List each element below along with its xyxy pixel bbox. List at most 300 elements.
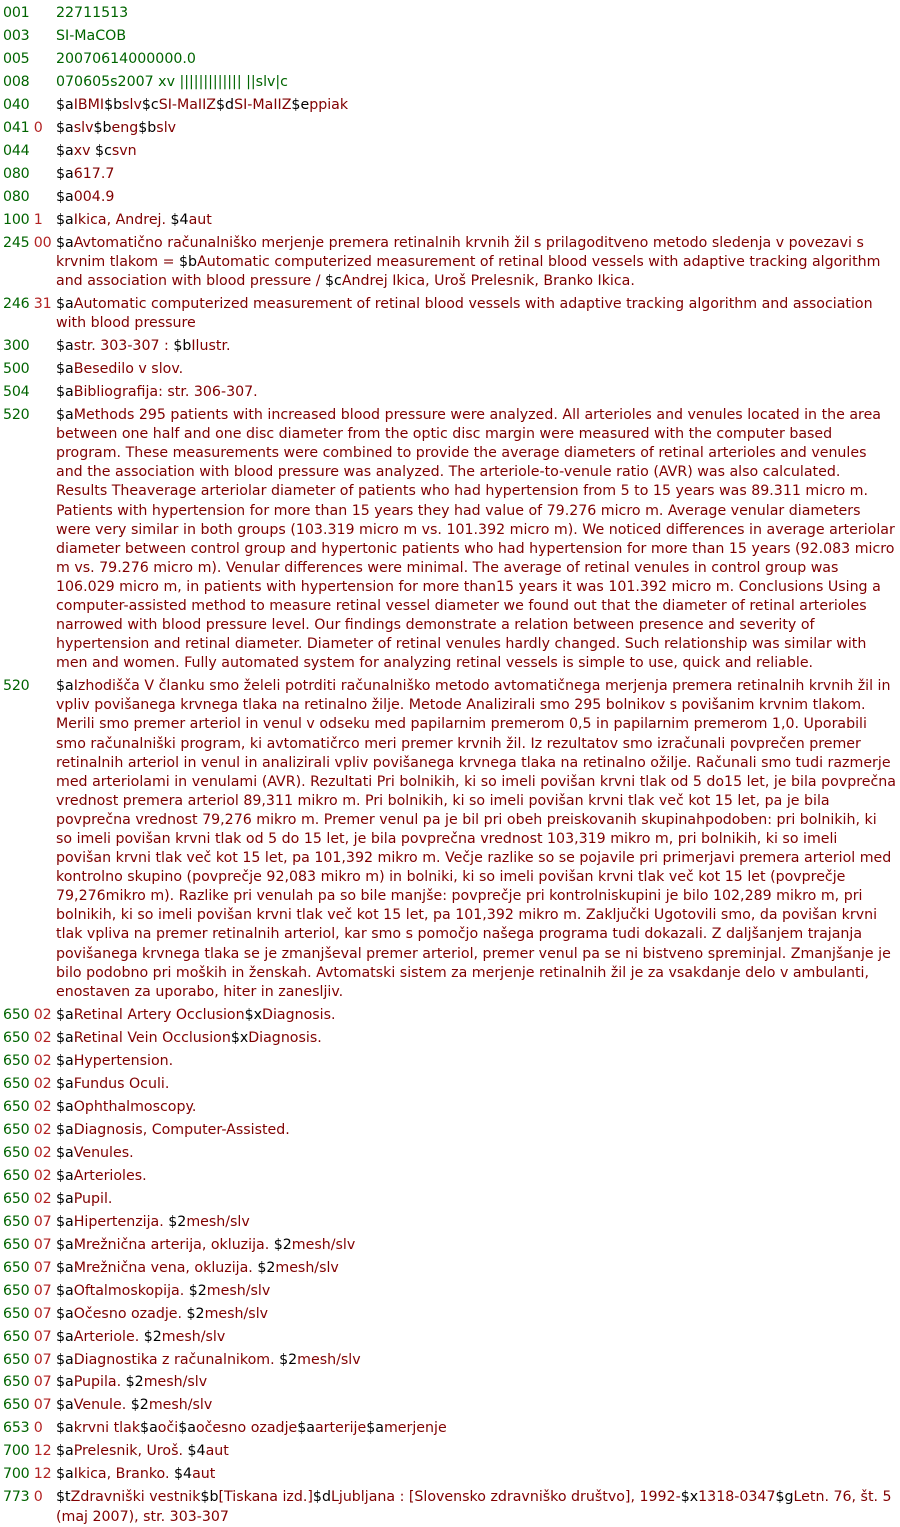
tag-number: 700 xyxy=(3,1466,30,1483)
subfield-text: ppiak xyxy=(309,96,349,113)
subfield-text: merjenje xyxy=(383,1420,447,1437)
subfield-text: Diagnosis, Computer-Assisted. xyxy=(73,1121,290,1138)
subfield-code: $a xyxy=(56,1420,74,1437)
subfield-code: $4 xyxy=(187,1443,206,1460)
subfield-text: aut xyxy=(205,1443,229,1460)
field-tag xyxy=(0,4,56,23)
field-tag xyxy=(0,337,56,356)
tag-number: 650 xyxy=(3,1374,30,1391)
indicators: 02 xyxy=(33,1190,52,1207)
tag-number: 300 xyxy=(3,338,30,355)
field-value xyxy=(56,1006,900,1025)
field-value xyxy=(56,1075,900,1094)
subfield-code: $c xyxy=(325,273,342,290)
subfield-code: $2 xyxy=(188,1282,207,1299)
field-value xyxy=(56,1373,900,1392)
subfield-code: $a xyxy=(56,1121,74,1138)
field-value xyxy=(56,337,900,356)
marc-field-650 xyxy=(0,1328,900,1347)
field-value xyxy=(56,1419,900,1438)
subfield-text: Methods 295 patients with increased blood pressure were analyzed. All arterioles and venules located in the area between one half and one disc diameter from the optic disc margin were measured with the computer based program. These measurements were combined to provide the average diameters of retinal arterioles and venules and the association with blood pressure was analyzed. The arteriole-to-venule ratio (AVR) was also calculated. Results Theaverage arteriolar diameter of patients who had hypertension from 5 to 15 years was 89.311 micro m. Patients with hypertension for more than 15 years they had value of 79.276 micro m. Average venular diameters were very similar in both groups (103.319 micro m vs. 101.392 micro m). We noticed differences in average arteriolar diameter between control group and hypertonic patients who had hypertension for more than 15 years (92.083 micro m vs. 79.276 micro m). Venular differences were minimal. The average of retinal venules in control group was 106.029 micro m, in patients with hypertension for more than15 years it was 101.392 micro m. Conclusions Using a computer-assisted method to measure retinal vessel diameter we found out that the diameter of retinal arterioles narrowed with blood pressure level. Our findings demonstrate a relation between presence and severity of hypertension and retinal diameter. Diameter of retinal venules hardly changed. Such relationship was similar with men and women. Fully automated system for analyzing retinal vessels is simple to use, quick and reliable. xyxy=(56,407,895,672)
subfield-code: $a xyxy=(56,1466,74,1483)
subfield-text: mesh/slv xyxy=(148,1397,213,1414)
marc-field-100 xyxy=(0,211,900,230)
marc-field-650 xyxy=(0,1167,900,1186)
indicators: 02 xyxy=(33,1167,52,1184)
field-tag xyxy=(0,1373,56,1392)
field-value xyxy=(56,1259,900,1278)
subfield-code: $a xyxy=(56,407,74,424)
tag-number: 040 xyxy=(3,96,30,113)
subfield-text: Ikica, Branko. xyxy=(73,1466,175,1483)
subfield-text: Zdravniški vestnik xyxy=(70,1489,201,1506)
field-value xyxy=(56,1052,900,1071)
marc-field-650 xyxy=(0,1236,900,1255)
subfield-text: Očesno ozadje. xyxy=(73,1305,187,1322)
subfield-code: $2 xyxy=(186,1305,205,1322)
subfield-text: Arteriole. xyxy=(73,1328,144,1345)
field-value xyxy=(56,295,900,333)
field-value xyxy=(56,383,900,402)
subfield-text: Diagnostika z računalnikom. xyxy=(73,1351,280,1368)
field-tag xyxy=(0,1098,56,1117)
subfield-text: Bibliografija: str. 306-307. xyxy=(73,384,258,401)
subfield-code: $x xyxy=(230,1029,249,1046)
subfield-text: [Tiskana izd.] xyxy=(218,1489,313,1506)
indicators: 07 xyxy=(33,1351,52,1368)
field-tag xyxy=(0,1465,56,1484)
subfield-text: Besedilo v slov. xyxy=(73,361,184,378)
subfield-text: Ophthalmoscopy. xyxy=(73,1098,197,1115)
tag-number: 650 xyxy=(3,1075,30,1092)
indicators: 31 xyxy=(33,296,52,313)
subfield-text: slv xyxy=(73,119,94,136)
field-tag xyxy=(0,406,56,673)
subfield-code: $a xyxy=(56,678,74,695)
tag-number: 650 xyxy=(3,1098,30,1115)
subfield-code: $a xyxy=(56,1006,74,1023)
subfield-text: aut xyxy=(192,1466,216,1483)
tag-number: 650 xyxy=(3,1236,30,1253)
subfield-code: $a xyxy=(56,296,74,313)
indicators: 07 xyxy=(33,1213,52,1230)
indicators: 07 xyxy=(33,1328,52,1345)
subfield-text: Diagnosis. xyxy=(248,1029,322,1046)
field-tag xyxy=(0,1396,56,1415)
subfield-text: krvni tlak xyxy=(73,1420,141,1437)
subfield-code: $d xyxy=(216,96,235,113)
field-tag xyxy=(0,1144,56,1163)
subfield-code: $2 xyxy=(257,1259,276,1276)
marc-field-040 xyxy=(0,96,900,115)
subfield-text: svn xyxy=(111,142,137,159)
field-tag xyxy=(0,1488,56,1526)
subfield-code: $t xyxy=(56,1489,71,1506)
tag-number: 650 xyxy=(3,1305,30,1322)
tag-number: 650 xyxy=(3,1052,30,1069)
subfield-text: Hipertenzija. xyxy=(73,1213,169,1230)
subfield-text: Avtomatično računalniško merjenje premera retinalnih krvnih žil s prilagoditveno metodo sledenja v povezavi s krvnim tlakom = xyxy=(56,234,864,270)
field-value xyxy=(56,1282,900,1301)
subfield-text: Ljubljana : [Slovensko zdravniško društvo], 1992- xyxy=(330,1489,681,1506)
field-value: 20070614000000.0 xyxy=(56,50,196,67)
subfield-code: $a xyxy=(56,1236,74,1253)
subfield-code: $a xyxy=(297,1420,315,1437)
subfield-text: Ikica, Andrej. xyxy=(73,211,171,228)
subfield-code: $a xyxy=(56,1213,74,1230)
indicators: 0 xyxy=(33,119,43,136)
subfield-code: $4 xyxy=(174,1466,193,1483)
field-value xyxy=(56,1465,900,1484)
indicators: 0 xyxy=(33,1489,43,1506)
field-value xyxy=(56,142,900,161)
subfield-code: $a xyxy=(56,211,74,228)
tag-number: 003 xyxy=(3,27,30,44)
marc-field-650 xyxy=(0,1075,900,1094)
marc-field-650 xyxy=(0,1213,900,1232)
field-tag xyxy=(0,27,56,46)
subfield-code: $a xyxy=(178,1420,196,1437)
tag-number: 246 xyxy=(3,296,30,313)
tag-number: 650 xyxy=(3,1144,30,1161)
tag-number: 500 xyxy=(3,361,30,378)
subfield-text: 004.9 xyxy=(73,188,115,205)
subfield-code: $g xyxy=(775,1489,794,1506)
marc-field-650 xyxy=(0,1006,900,1025)
field-tag xyxy=(0,211,56,230)
marc-field-500 xyxy=(0,360,900,379)
tag-number: 005 xyxy=(3,50,30,67)
marc-field-504 xyxy=(0,383,900,402)
subfield-text: mesh/slv xyxy=(204,1305,269,1322)
subfield-code: $b xyxy=(200,1489,219,1506)
field-value xyxy=(56,1305,900,1324)
indicators: 07 xyxy=(33,1282,52,1299)
subfield-code: $2 xyxy=(279,1351,298,1368)
subfield-text: Mrežnična arterija, okluzija. xyxy=(73,1236,274,1253)
field-value xyxy=(56,1236,900,1255)
marc-field-041 xyxy=(0,119,900,138)
tag-number: 080 xyxy=(3,165,30,182)
indicators: 07 xyxy=(33,1259,52,1276)
marc-field-650 xyxy=(0,1121,900,1140)
subfield-code: $2 xyxy=(168,1213,187,1230)
tag-number: 041 xyxy=(3,119,30,136)
subfield-code: $d xyxy=(312,1489,331,1506)
field-tag xyxy=(0,73,56,92)
marc-field-080 xyxy=(0,188,900,207)
subfield-text: Oftalmoskopija. xyxy=(73,1282,189,1299)
field-value xyxy=(56,1442,900,1461)
indicators: 12 xyxy=(33,1443,52,1460)
field-value: 070605s2007 xv ||||||||||||| ||slv|c xyxy=(56,73,288,90)
marc-field-650 xyxy=(0,1029,900,1048)
tag-number: 008 xyxy=(3,73,30,90)
field-value xyxy=(56,1328,900,1347)
field-value xyxy=(56,1488,900,1526)
subfield-text: Hypertension. xyxy=(73,1052,174,1069)
subfield-text: Ilustr. xyxy=(191,338,231,355)
subfield-code: $c xyxy=(141,96,159,113)
tag-number: 650 xyxy=(3,1282,30,1299)
subfield-text: SI-MaIIZ xyxy=(234,96,292,113)
subfield-code: $a xyxy=(56,119,74,136)
subfield-code: $b xyxy=(138,119,157,136)
field-value xyxy=(56,188,900,207)
subfield-text: Venules. xyxy=(73,1144,134,1161)
subfield-text: mesh/slv xyxy=(186,1213,250,1230)
subfield-code: $a xyxy=(56,1305,74,1322)
subfield-code: $2 xyxy=(143,1328,162,1345)
field-tag xyxy=(0,142,56,161)
subfield-text: Letn. 76, št. 5 (maj 2007), str. 303-307 xyxy=(56,1489,892,1525)
tag-number: 520 xyxy=(3,678,30,695)
subfield-text: oči xyxy=(157,1420,179,1437)
field-tag xyxy=(0,1190,56,1209)
subfield-code: $2 xyxy=(273,1236,292,1253)
marc-field-653 xyxy=(0,1419,900,1438)
tag-number: 653 xyxy=(3,1420,30,1437)
field-value xyxy=(56,1351,900,1370)
marc-field-001 xyxy=(0,4,900,23)
tag-number: 700 xyxy=(3,1443,30,1460)
marc-field-650 xyxy=(0,1098,900,1117)
field-tag xyxy=(0,1213,56,1232)
subfield-text: Retinal Vein Occlusion xyxy=(73,1029,231,1046)
marc-field-650 xyxy=(0,1190,900,1209)
subfield-text: xv xyxy=(73,142,96,159)
tag-number: 650 xyxy=(3,1259,30,1276)
marc-field-700 xyxy=(0,1465,900,1484)
indicators: 02 xyxy=(33,1029,52,1046)
marc-field-520 xyxy=(0,677,900,1002)
field-value xyxy=(56,406,900,673)
marc-field-044 xyxy=(0,142,900,161)
field-value xyxy=(56,677,900,1002)
marc-field-650 xyxy=(0,1144,900,1163)
field-tag xyxy=(0,1052,56,1071)
indicators: 1 xyxy=(33,211,43,228)
subfield-code: $a xyxy=(56,1443,74,1460)
indicators: 12 xyxy=(33,1466,52,1483)
subfield-text: 1318-0347 xyxy=(698,1489,776,1506)
subfield-text: Arterioles. xyxy=(73,1167,147,1184)
marc-field-520 xyxy=(0,406,900,673)
field-value xyxy=(56,165,900,184)
field-tag xyxy=(0,677,56,1002)
subfield-text: mesh/slv xyxy=(297,1351,361,1368)
tag-number: 773 xyxy=(3,1489,30,1506)
field-value xyxy=(56,1029,900,1048)
marc-field-650 xyxy=(0,1373,900,1392)
field-tag xyxy=(0,360,56,379)
subfield-code: $a xyxy=(56,1328,74,1345)
field-tag xyxy=(0,1442,56,1461)
indicators: 02 xyxy=(33,1006,52,1023)
subfield-text: Prelesnik, Uroš. xyxy=(73,1443,188,1460)
subfield-code: $a xyxy=(56,1167,74,1184)
tag-number: 504 xyxy=(3,384,30,401)
indicators: 02 xyxy=(33,1098,52,1115)
indicators: 00 xyxy=(33,234,52,251)
subfield-text: Automatic computerized measurement of retinal blood vessels with adaptive tracking algorithm and association with blood pressure xyxy=(56,296,873,332)
field-tag xyxy=(0,1282,56,1301)
subfield-text: eng xyxy=(111,119,139,136)
field-value xyxy=(56,211,900,230)
field-tag xyxy=(0,1006,56,1025)
field-value xyxy=(56,96,900,115)
tag-number: 520 xyxy=(3,407,30,424)
marc-field-650 xyxy=(0,1305,900,1324)
subfield-code: $a xyxy=(56,1098,74,1115)
tag-number: 650 xyxy=(3,1397,30,1414)
marc-field-080 xyxy=(0,165,900,184)
field-tag xyxy=(0,119,56,138)
subfield-code: $4 xyxy=(170,211,189,228)
indicators: 07 xyxy=(33,1305,52,1322)
marc-field-650 xyxy=(0,1396,900,1415)
marc-field-650 xyxy=(0,1052,900,1071)
marc-field-650 xyxy=(0,1259,900,1278)
indicators: 02 xyxy=(33,1075,52,1092)
field-value: 22711513 xyxy=(56,5,129,21)
subfield-code: $a xyxy=(56,361,74,378)
subfield-text: str. 303-307 : xyxy=(73,338,174,355)
subfield-text: Mrežnična vena, okluzija. xyxy=(73,1259,258,1276)
indicators: 02 xyxy=(33,1052,52,1069)
marc-field-773 xyxy=(0,1488,900,1526)
subfield-text: Izhodišča V članku smo želeli potrditi računalniško metodo avtomatičnega merjenja premera retinalnih krvnih žil in vpliv povišanega krvnega tlaka na retinalno žilje. Metode Analizirali smo 295 bolnikov s povišanim krvnim tlakom. Merili smo premer arteriol in venul v odseku med papilarnim premerom 0,5 in papilarnim premerom 1,0. Uporabili smo računalniški program, ki avtomatičrco meri premer krvnih žil. Iz rezultatov smo izračunali povprečen premer retinalnih arteriol in venul in analizirali vpliv povišanega krvnega tlaka na retinalno ožilje. Računali smo tudi razmerje med arteriolami in venulami (AVR). Rezultati Pri bolnikih, ki so imeli povišan krvni tlak od 5 do15 let, je bila povprečna vrednost premera arteriol 89,311 mikro m. Pri bolnikih, ki so imeli povišan krvni tlak več kot 15 let, pa je bila povprečna vrednost 79,276 mikro m. Premer venul pa je bil pri obeh preiskovanih skupinahpodoben: pri bolnikih, ki so imeli povišan krvni tlak od 5 do 15 let, je bila povprečna vrednost 103,319 mikro m, pri bolnikih, ki so imeli povišan krvni tlak več kot 15 let, pa 101,392 mikro m. Večje razlike so se pojavile pri primerjavi premera arteriol med kontrolno skupino (povprečje 92,083 mikro m) in bolniki, ki so imeli povišan krvni tlak več kot 15 let (povprečje 79,276mikro m). Razlike pri venulah pa so bile manjše: povprečje pri kontrolniskupini je bilo 102,289 mikro m, pri bolnikih, ki so imeli povišan krvni tlak več kot 15 let, pa 101,392 mikro m. Zaključki Ugotovili smo, da povišan krvni tlak vpliva na premer retinalnih arteriol, kar smo s pomočjo našega programa tudi dokazali. Z daljšanjem trajanja povišanega krvnega tlaka se je zmanjševal premer arteriol, premer venul pa se ni bistveno spreminjal. Zmanjšanje je bilo podobno pri moških in ženskah. Avtomatski sistem za merjenje retinalnih žil je za vsakdanje delo v ambulanti, enostaven za uporabo, hiter in zanesljiv. xyxy=(56,678,896,1000)
subfield-code: $a xyxy=(140,1420,158,1437)
subfield-code: $a xyxy=(56,1052,74,1069)
marc-field-246 xyxy=(0,295,900,333)
subfield-text: mesh/slv xyxy=(143,1374,208,1391)
field-tag xyxy=(0,50,56,69)
field-tag xyxy=(0,1328,56,1347)
field-value xyxy=(56,1213,900,1232)
subfield-code: $b xyxy=(173,338,192,355)
indicators: 07 xyxy=(33,1236,52,1253)
tag-number: 650 xyxy=(3,1121,30,1138)
field-tag xyxy=(0,1121,56,1140)
subfield-code: $a xyxy=(56,142,74,159)
subfield-code: $a xyxy=(56,1351,74,1368)
subfield-code: $x xyxy=(244,1006,263,1023)
subfield-text: mesh/slv xyxy=(291,1236,356,1253)
field-tag xyxy=(0,1259,56,1278)
field-tag xyxy=(0,234,56,291)
subfield-code: $b xyxy=(104,96,123,113)
subfield-code: $a xyxy=(56,1190,74,1207)
marc-field-300 xyxy=(0,337,900,356)
indicators: 02 xyxy=(33,1121,52,1138)
subfield-code: $a xyxy=(56,338,74,355)
field-value xyxy=(56,1121,900,1140)
subfield-code: $a xyxy=(56,188,74,205)
subfield-code: $e xyxy=(291,96,310,113)
subfield-text: IBMI xyxy=(73,96,105,113)
subfield-text: Fundus Oculi. xyxy=(73,1075,170,1092)
marc-field-005 xyxy=(0,50,900,69)
indicators: 07 xyxy=(33,1374,52,1391)
subfield-text: Diagnosis. xyxy=(262,1006,336,1023)
field-tag xyxy=(0,1167,56,1186)
subfield-code: $a xyxy=(56,1144,74,1161)
field-tag xyxy=(0,383,56,402)
field-tag xyxy=(0,295,56,333)
subfield-text: mesh/slv xyxy=(161,1328,226,1345)
tag-number: 245 xyxy=(3,234,30,251)
subfield-code: $a xyxy=(56,384,74,401)
tag-number: 100 xyxy=(3,211,30,228)
subfield-text: Pupila. xyxy=(73,1374,126,1391)
subfield-text: Pupil. xyxy=(73,1190,113,1207)
tag-number: 650 xyxy=(3,1029,30,1046)
subfield-text: Automatic computerized measurement of retinal blood vessels with adaptive tracking algorithm and association with blood pressure / xyxy=(56,253,881,290)
marc-field-700 xyxy=(0,1442,900,1461)
tag-number: 001 xyxy=(3,5,30,21)
field-tag xyxy=(0,1305,56,1324)
field-value xyxy=(56,119,900,138)
tag-number: 080 xyxy=(3,188,30,205)
subfield-code: $b xyxy=(93,119,112,136)
field-tag xyxy=(0,188,56,207)
subfield-code: $a xyxy=(366,1420,384,1437)
subfield-code: $a xyxy=(56,1259,74,1276)
subfield-text: očesno ozadje xyxy=(195,1420,298,1437)
tag-number: 044 xyxy=(3,142,30,159)
subfield-text: arterije xyxy=(314,1420,367,1437)
subfield-code: $a xyxy=(56,1075,74,1092)
field-value xyxy=(56,1144,900,1163)
marc-field-650 xyxy=(0,1351,900,1370)
marc-field-003 xyxy=(0,27,900,46)
subfield-code: $a xyxy=(56,165,74,182)
field-tag xyxy=(0,1236,56,1255)
marc-field-245 xyxy=(0,234,900,291)
field-tag xyxy=(0,96,56,115)
field-tag xyxy=(0,1351,56,1370)
subfield-code: $b xyxy=(179,253,198,270)
tag-number: 650 xyxy=(3,1190,30,1207)
field-value xyxy=(56,1190,900,1209)
subfield-text: Andrej Ikica, Uroš Prelesnik, Branko Ikica. xyxy=(341,273,635,290)
subfield-code: $a xyxy=(56,1029,74,1046)
tag-number: 650 xyxy=(3,1328,30,1345)
indicators: 0 xyxy=(33,1420,43,1437)
subfield-code: $2 xyxy=(125,1374,144,1391)
subfield-code: $a xyxy=(56,1374,74,1391)
field-value xyxy=(56,1167,900,1186)
subfield-text: Retinal Artery Occlusion xyxy=(73,1006,245,1023)
indicators: 07 xyxy=(33,1397,52,1414)
field-value xyxy=(56,234,900,291)
subfield-text: SI-MaIIZ xyxy=(158,96,217,113)
subfield-text: mesh/slv xyxy=(206,1282,271,1299)
subfield-code: $2 xyxy=(130,1397,149,1414)
tag-number: 650 xyxy=(3,1006,30,1023)
field-tag xyxy=(0,1029,56,1048)
indicators: 02 xyxy=(33,1144,52,1161)
marc-field-008 xyxy=(0,73,900,92)
tag-number: 650 xyxy=(3,1213,30,1230)
tag-number: 650 xyxy=(3,1167,30,1184)
field-value xyxy=(56,360,900,379)
subfield-code: $a xyxy=(56,1397,74,1414)
subfield-code: $x xyxy=(680,1489,699,1506)
field-value xyxy=(56,1396,900,1415)
subfield-code: $a xyxy=(56,234,74,251)
